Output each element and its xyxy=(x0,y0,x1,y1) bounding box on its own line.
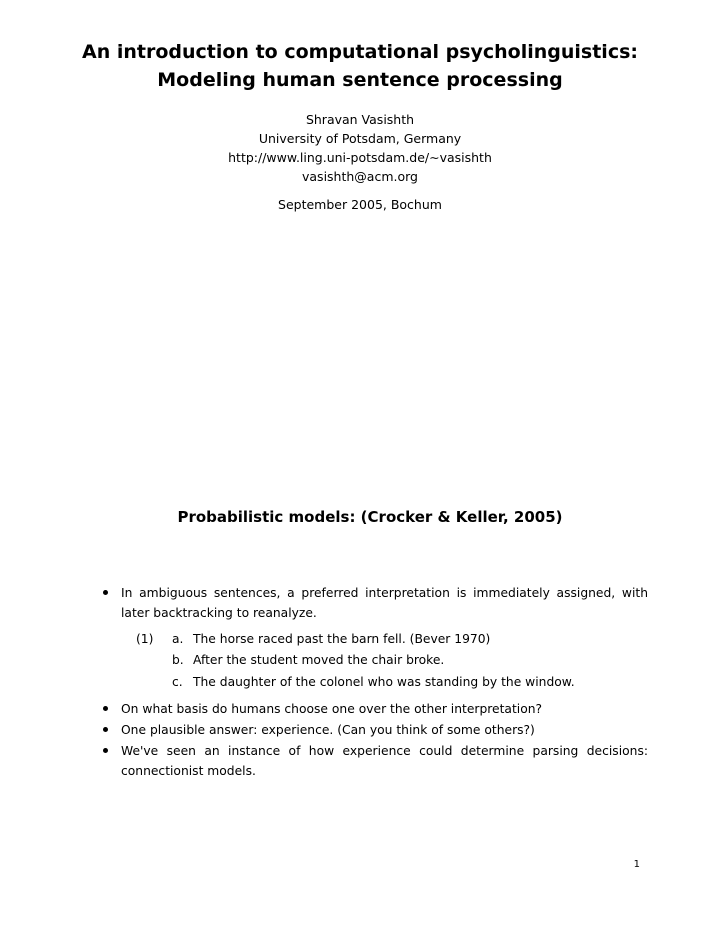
example-number: (1) xyxy=(136,632,154,646)
bullet-text: We've seen an instance of how experience could determine parsing decisions: connectionist models. xyxy=(121,744,648,778)
bullet-text: On what basis do humans choose one over the other interpretation? xyxy=(121,702,543,716)
date-location: September 2005, Bochum xyxy=(278,197,442,212)
author-affiliation: University of Potsdam, Germany xyxy=(258,131,462,146)
bullet-icon xyxy=(103,590,108,595)
bullet-item xyxy=(103,699,648,719)
author-url: http://www.ling.uni-potsdam.de/∼vasishth xyxy=(228,150,492,165)
title-line-2: Modeling human sentence processing xyxy=(157,69,563,91)
bullet-item xyxy=(103,583,648,623)
section-heading: Probabilistic models: (Crocker & Keller, 2005) xyxy=(177,508,563,526)
bullet-item xyxy=(103,720,648,740)
bullet-icon xyxy=(103,748,108,753)
author-email: vasishth@acm.org xyxy=(302,169,418,184)
author-name: Shravan Vasishth xyxy=(305,112,415,127)
example-item xyxy=(172,650,444,670)
example-letter: b. xyxy=(172,653,184,667)
page-number: 1 xyxy=(633,859,640,870)
example-text: The daughter of the colonel who was standing by the window. xyxy=(193,675,575,689)
example-letter: c. xyxy=(172,675,183,689)
example-text: The horse raced past the barn fell. (Bever 1970) xyxy=(193,632,491,646)
bullet-item xyxy=(103,741,648,781)
title-line-1: An introduction to computational psycholinguistics: xyxy=(82,41,638,63)
bullet-text: One plausible answer: experience. (Can you think of some others?) xyxy=(121,723,535,737)
example-item xyxy=(172,629,490,649)
bullet-icon xyxy=(103,727,108,732)
example-letter: a. xyxy=(172,632,184,646)
example-item xyxy=(172,672,575,692)
bullet-icon xyxy=(103,706,108,711)
example-text: After the student moved the chair broke. xyxy=(193,653,445,667)
bullet-text: In ambiguous sentences, a preferred interpretation is immediately assigned, with later backtracking to reanalyze. xyxy=(121,586,648,620)
